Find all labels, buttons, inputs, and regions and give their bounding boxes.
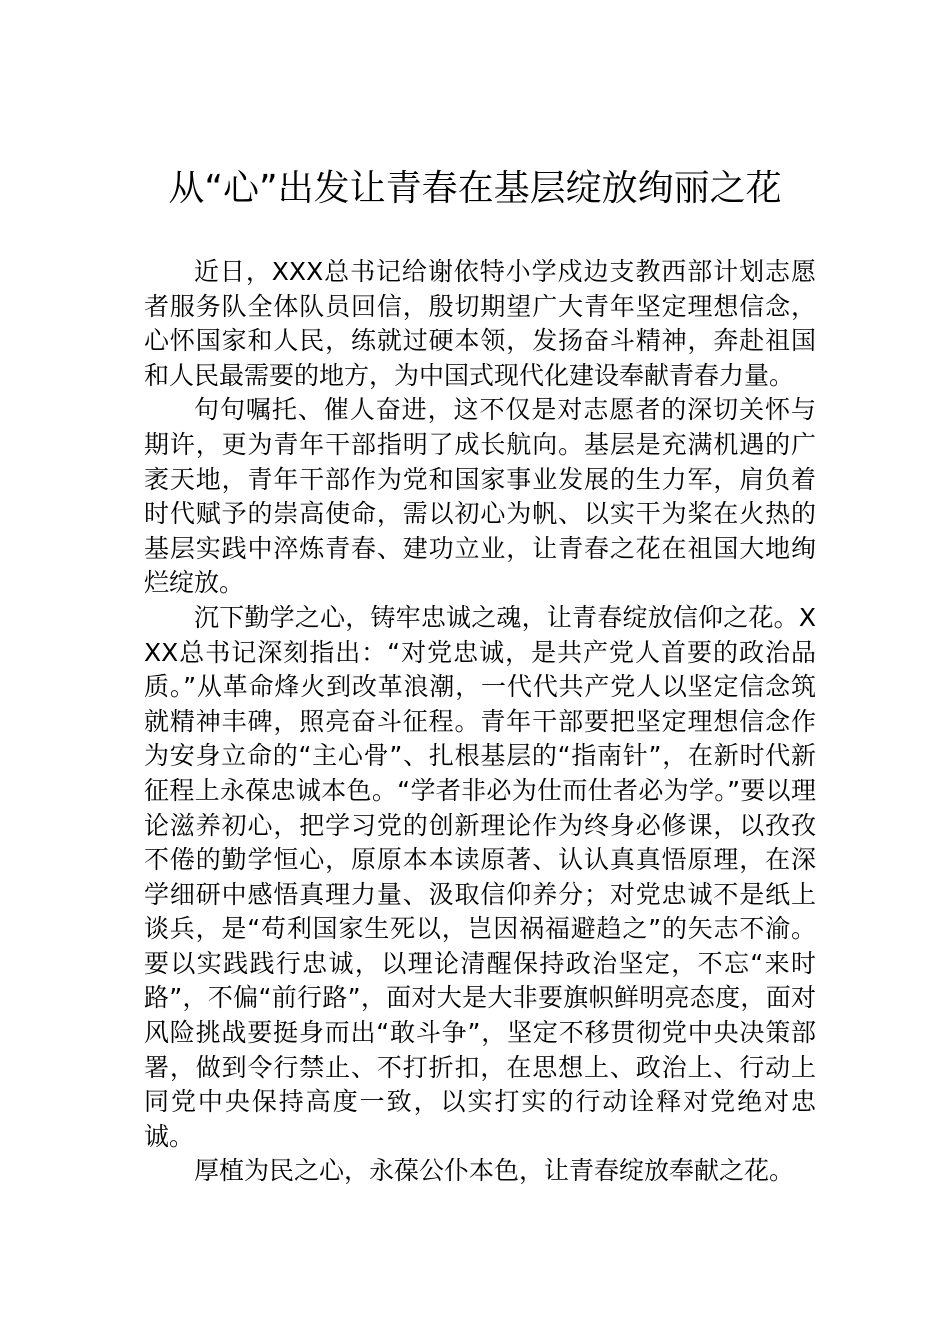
paragraph: 厚植为民之心，永葆公仆本色，让青春绽放奉献之花。 <box>194 1156 795 1186</box>
paragraph: 句句嘱托、催人奋进，这不仅是对志愿者的深切关怀与期许，更为青年干部指明了成长航向。基层是充满机遇的广袤天地，青年干部作为党和国家事业发展的生力军，肩负着时代赋予的崇高使命，需以初心为帆、以实干为桨在火热的基层实践中淬炼青春、建功立业，让青春之花在祖国大地绚烂绽放。 <box>144 395 816 598</box>
document-title: 从“心”出发让青春在基层绽放绚丽之花 <box>168 168 782 209</box>
document-body <box>144 255 816 1189</box>
paragraph: 沉下勤学之心，铸牢忠诚之魂，让青春绽放信仰之花。XXX总书记深刻指出：“对党忠诚，是共产党人首要的政治品质。”从革命烽火到改革浪潮，一代代共产党人以坚定信念筑就精神丰碑，照亮奋斗征程。青年干部要把坚定理想信念作为安身立命的“主心骨”、扎根基层的“指南针”，在新时代新征程上永葆忠诚本色。“学者非必为仕而仕者必为学。”要以理论滋养初心，把学习党的创新理论作为终身必修课，以孜孜不倦的勤学恒心，原原本本读原著、认认真真悟原理，在深学细研中感悟真理力量、汲取信仰养分；对党忠诚不是纸上谈兵，是“苟利国家生死以，岂因祸福避趋之”的矢志不渝。要以实践践行忠诚，以理论清醒保持政治坚定，不忘“来时路”，不偏“前行路”，面对大是大非要旗帜鲜明亮态度，面对风险挑战要挺身而出“敢斗争”，坚定不移贯彻党中央决策部署，做到令行禁止、不打折扣，在思想上、政治上、行动上同党中央保持高度一致，以实打实的行动诠释对党绝对忠诚。 <box>144 602 816 1151</box>
paragraph: 近日，XXX总书记给谢依特小学戍边支教西部计划志愿者服务队全体队员回信，殷切期望广大青年坚定理想信念，心怀国家和人民，练就过硬本领，发扬奋斗精神，奔赴祖国和人民最需要的地方，为中国式现代化建设奉献青春力量。 <box>144 257 816 390</box>
